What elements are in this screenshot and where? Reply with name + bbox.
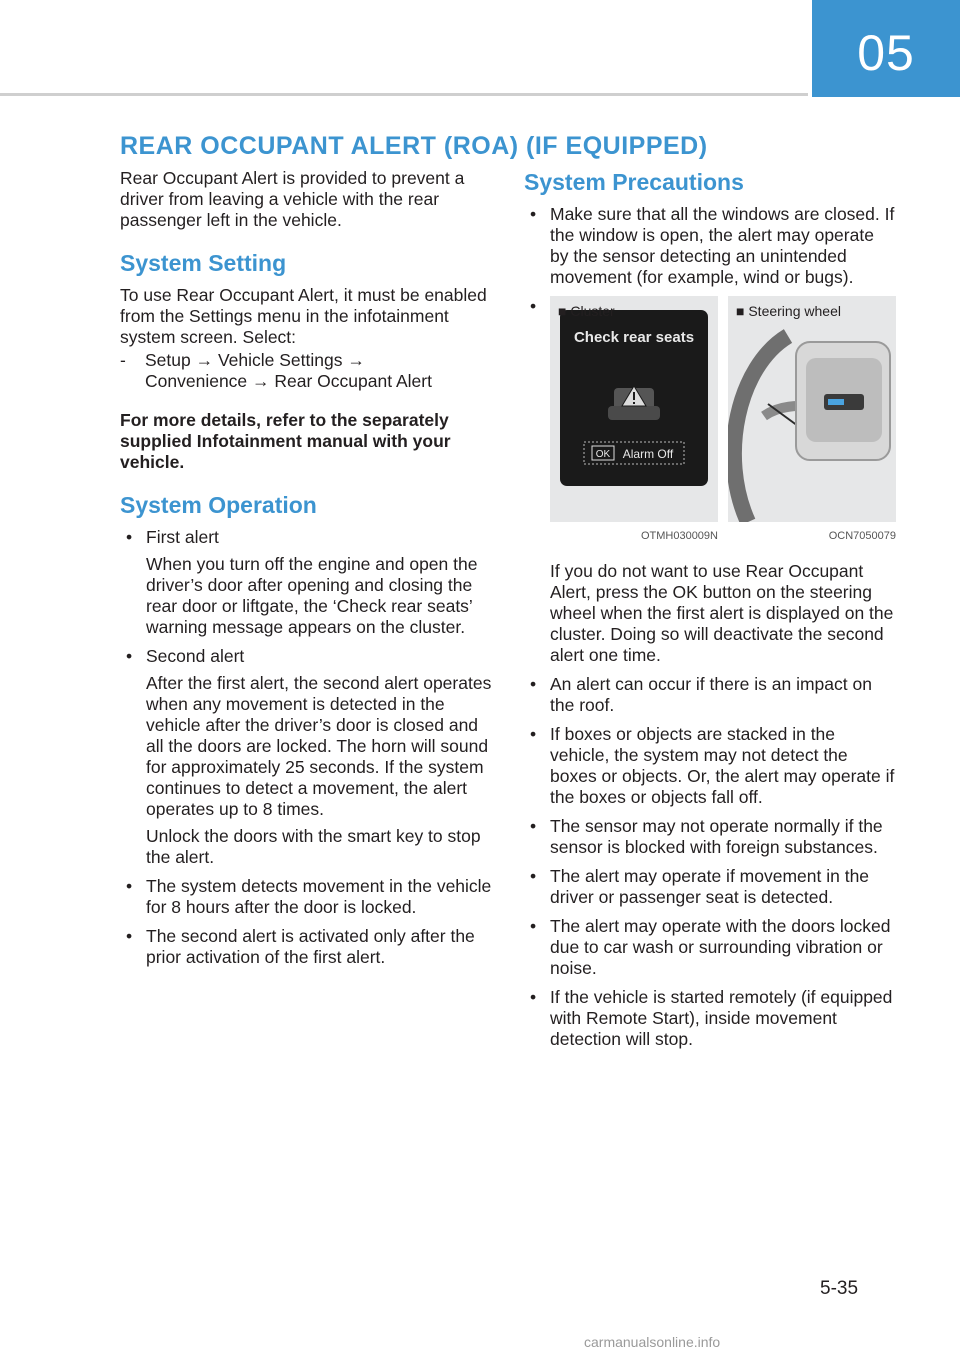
precautions-list xyxy=(524,204,896,547)
cluster-screen-title: Check rear seats xyxy=(573,329,695,346)
system-setting-heading: System Setting xyxy=(120,250,287,276)
wheel-figure-code: OCN7050079 xyxy=(828,530,896,542)
settings-path-line-2: Convenience → Rear Occupant Alert xyxy=(145,371,432,391)
list-item-with-figure xyxy=(524,296,896,547)
first-alert-title: • First alert xyxy=(146,527,219,547)
alarm-off-label: Alarm Off xyxy=(622,447,674,461)
cluster-figure-code: OTMH030009N xyxy=(640,530,718,542)
ok-button-paragraph: If you do not want to use Rear Occupant Alert, press the OK button on the steering wheel when the first alert is displayed on the cluster. Doing so will deactivate the second alert one time. xyxy=(550,561,894,665)
second-alert-title: • Second alert xyxy=(146,646,245,666)
list-item: • An alert can occur if there is an impact on the roof. xyxy=(524,674,896,716)
chapter-number: 05 xyxy=(857,25,915,81)
steering-wheel-figure xyxy=(728,296,896,547)
cluster-figure-label: • ■ Cluster xyxy=(558,303,615,319)
left-column xyxy=(120,168,492,976)
list-item xyxy=(120,646,492,868)
system-precautions-heading: System Precautions xyxy=(524,169,744,195)
infotainment-note: For more details, refer to the separately supplied Infotainment manual with your vehicle. xyxy=(120,410,451,472)
precautions-list-continued xyxy=(524,674,896,1050)
list-item: • The sensor may not operate normally if the sensor is blocked with foreign substances. xyxy=(524,816,896,858)
figure-row xyxy=(550,296,896,547)
page-number: 5-35 xyxy=(820,1278,859,1299)
seat-warning-icon xyxy=(608,386,660,420)
list-item: • Make sure that all the windows are closed. If the window is open, the alert may operate by the sensor detecting an unintended movement (for example, wind or bugs). xyxy=(524,204,896,288)
settings-path-line-1: Setup → Vehicle Settings → xyxy=(145,350,365,370)
wheel-figure-label: ■ Steering wheel xyxy=(736,303,841,319)
second-alert-text: After the first alert, the second alert operates when any movement is detected in the vehicle after the driver’s door is closed and all the doors are locked. The horn will sound for approximately 25 seconds. If the system continues to detect a movement, the alert operates up to 8 times. xyxy=(146,673,492,819)
setting-paragraph: To use Rear Occupant Alert, it must be enabled from the Settings menu in the infotainment system screen. Select: xyxy=(120,285,487,347)
list-item: • If boxes or objects are stacked in the vehicle, the system may not detect the boxes or objects. Or, the alert may operate if the boxes or objects fall off. xyxy=(524,724,896,808)
list-item: • The alert may operate with the doors locked due to car wash or surrounding vibration or noise. xyxy=(524,916,896,979)
section-title: REAR OCCUPANT ALERT (ROA) (IF EQUIPPED) xyxy=(120,132,708,160)
list-item: • The second alert is activated only after the prior activation of the first alert. xyxy=(120,926,492,968)
intro-paragraph: Rear Occupant Alert is provided to prevent a driver from leaving a vehicle with the rear passenger left in the vehicle. xyxy=(120,168,465,230)
first-alert-text: When you turn off the engine and open the driver’s door after opening and closing the rear door or liftgate, the ‘Check rear seats’ warning message appears on the cluster. xyxy=(146,554,478,637)
cluster-figure xyxy=(550,296,718,547)
list-item: • If the vehicle is started remotely (if equipped with Remote Start), inside movement detection will stop. xyxy=(524,987,896,1050)
list-item: • The system detects movement in the vehicle for 8 hours after the door is locked. xyxy=(120,876,492,918)
right-column xyxy=(524,168,896,1058)
list-item: • The alert may operate if movement in the driver or passenger seat is detected. xyxy=(524,866,896,908)
settings-path xyxy=(120,350,492,392)
list-item xyxy=(120,527,492,638)
cluster-illustration xyxy=(550,296,718,522)
ok-key-label: OK xyxy=(595,449,611,460)
chapter-tab xyxy=(812,0,960,97)
header-rule xyxy=(0,93,808,96)
dash-marker: - xyxy=(120,350,126,370)
steering-wheel-illustration xyxy=(728,296,896,522)
second-alert-text-2: Unlock the doors with the smart key to stop the alert. xyxy=(146,826,481,867)
system-operation-heading: System Operation xyxy=(120,492,317,518)
operation-list xyxy=(120,527,492,968)
watermark: carmanualsonline.info xyxy=(584,1334,721,1350)
